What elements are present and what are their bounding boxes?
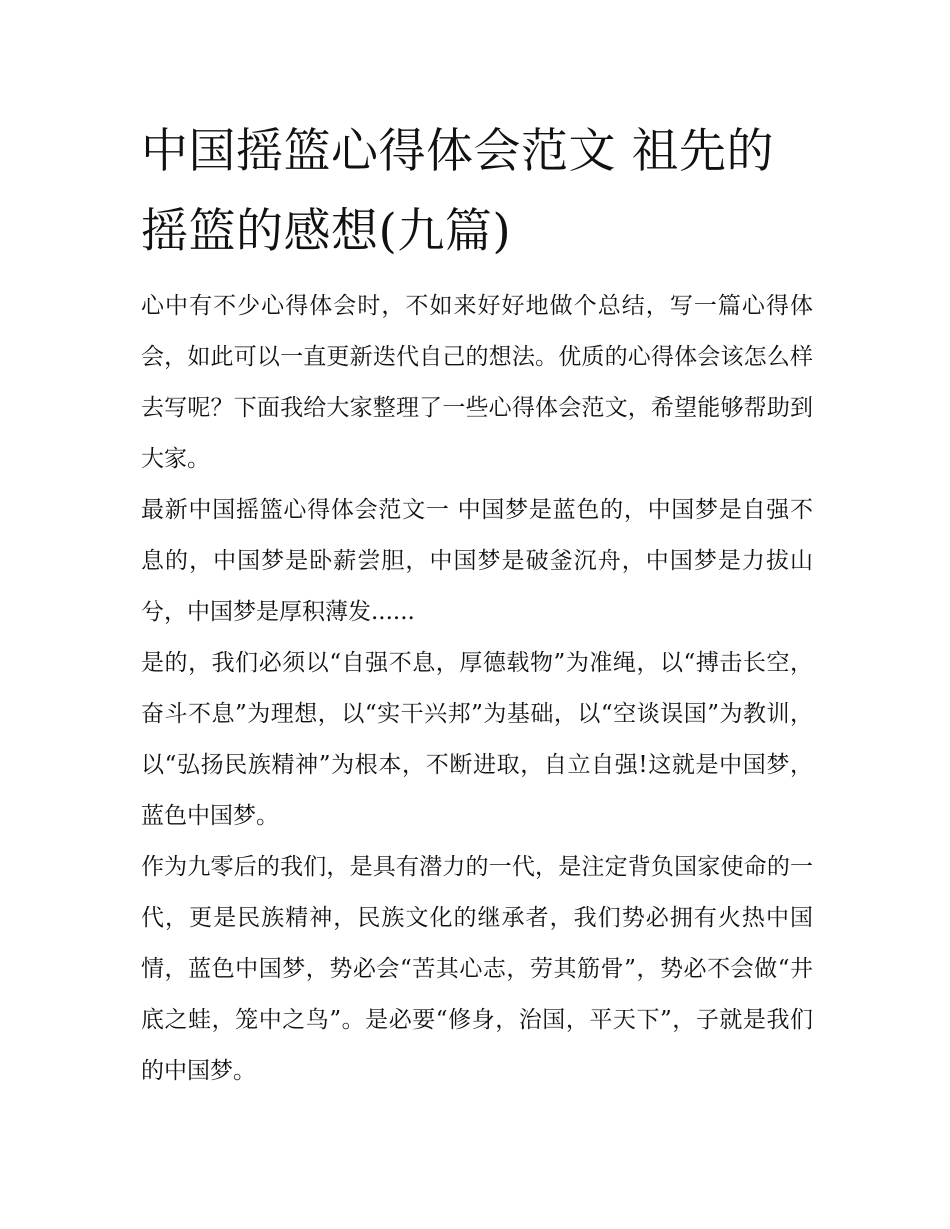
paragraph-2: 是的，我们必须以“自强不息，厚德载物”为准绳，以“搏击长空，奋斗不息”为理想，以“实干兴邦”为基础，以“空谈误国”为教训，以“弘扬民族精神”为根本，不断进取，自立自强!这就是中国梦，蓝色中国梦。 — [141, 650, 813, 829]
paragraph-1: 最新中国摇篮心得体会范文一 中国梦是蓝色的，中国梦是自强不息的，中国梦是卧薪尝胆，中国梦是破釜沉舟，中国梦是力拔山兮，中国梦是厚积薄发...... — [141, 497, 813, 625]
paragraph-3: 作为九零后的我们，是具有潜力的一代，是注定背负国家使命的一代，更是民族精神，民族文化的继承者，我们势必拥有火热中国情，蓝色中国梦，势必会“苦其心志，劳其筋骨”，势必不会做“井底之蛙，笼中之鸟”。是必要“修身，治国，平天下”，子就是我们的中国梦。 — [141, 854, 813, 1084]
document-content — [141, 112, 813, 1097]
paragraph-intro: 心中有不少心得体会时，不如来好好地做个总结，写一篇心得体会，如此可以一直更新迭代自己的想法。优质的心得体会该怎么样去写呢？下面我给大家整理了一些心得体会范文，希望能够帮助到大家。 — [141, 293, 813, 472]
document-title: 中国摇篮心得体会范文 祖先的摇篮的感想(九篇) — [141, 124, 774, 259]
